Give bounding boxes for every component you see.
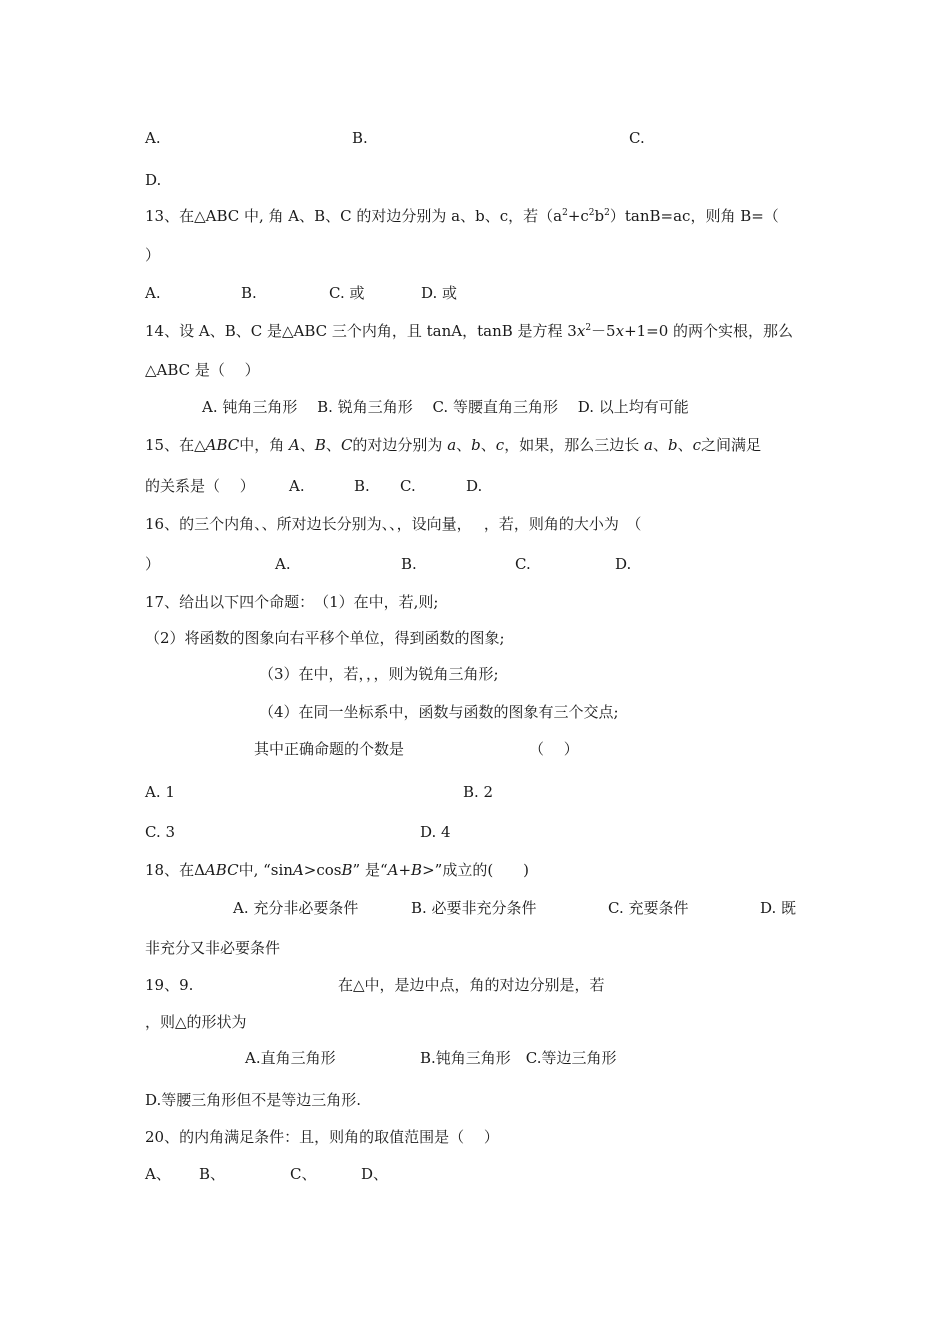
question-19-stem-end: ，则△的形状为: [145, 1013, 247, 1031]
question-16-stem-end: ）: [145, 555, 161, 573]
option-b: B、: [199, 1165, 226, 1183]
question-15-stem-end: 的关系是（ ）: [145, 477, 255, 495]
option-b: B.: [354, 477, 370, 495]
option-a: A.直角三角形: [245, 1049, 336, 1067]
question-18-stem: 18、在ΔABC中, “sinA>cosB” 是“A+B>”成立的( ): [145, 861, 530, 879]
option-c: C. 充要条件: [608, 899, 689, 917]
option-a: A. 1: [145, 783, 175, 801]
option-c: C.: [515, 555, 531, 573]
option-d: D. 既: [760, 899, 797, 917]
question-20-stem: 20、的内角满足条件：且，则角的取值范围是（ ）: [145, 1128, 499, 1146]
option-c: C. 3: [145, 823, 176, 841]
option-b: B. 2: [463, 783, 494, 801]
question-17-item-2: （2）将函数的图象向右平移个单位，得到函数的图象;: [145, 629, 505, 647]
option-d: D、: [361, 1165, 389, 1183]
option-b: B. 必要非充分条件: [411, 899, 537, 917]
question-13-stem: 13、在△ABC 中, 角 A、B、C 的对边分别为 a、b、c，若$(a^2+c^2b^2)\tan B=ac$，则角 B=（: [145, 207, 779, 225]
option-c: C. 或: [329, 284, 365, 302]
question-19-number: 19、9.: [145, 976, 194, 994]
option-d-continued: 非充分又非必要条件: [145, 939, 281, 957]
option-b: B.: [241, 284, 257, 302]
question-17-prompt: 其中正确命题的个数是: [254, 740, 405, 758]
question-13-stem-end: ）: [145, 246, 161, 264]
option-a: A.: [275, 555, 291, 573]
answer-paren: （ ）: [529, 740, 579, 758]
option-c: C.: [400, 477, 416, 495]
option-d: D.: [466, 477, 483, 495]
option-a: A.: [289, 477, 305, 495]
question-17-stem: 17、给出以下四个命题： （1）在中，若,则;: [145, 593, 439, 611]
option-b: B.: [401, 555, 417, 573]
question-19-stem: 在△中，是边中点，角的对边分别是，若: [338, 976, 605, 994]
option-d: D.等腰三角形但不是等边三角形.: [145, 1091, 362, 1109]
option-d: D. 4: [420, 823, 451, 841]
option-a: A、: [145, 1165, 171, 1183]
option-d: D.: [615, 555, 632, 573]
option-a: A.: [145, 129, 161, 147]
option-a: A.: [145, 284, 161, 302]
question-14-stem-end: △ABC 是（ ）: [145, 361, 260, 379]
option-c: C、: [290, 1165, 317, 1183]
question-14-stem: 14、设 A、B、C 是△ABC 三个内角，且 tanA，tanB 是方程 $3x^2-5x+1=0$ 的两个实根，那么: [145, 322, 794, 340]
question-15-stem: 15、在△ABC中，角 A、B、C的对边分别为 a、b、c，如果，那么三边长 a、b、c之间满足: [145, 436, 761, 454]
question-17-item-4: （4）在同一坐标系中，函数与函数的图象有三个交点;: [259, 703, 619, 721]
option-bc: B.钝角三角形 C.等边三角形: [420, 1049, 617, 1067]
option-a: A. 充分非必要条件: [233, 899, 359, 917]
option-b: B.: [352, 129, 368, 147]
question-14-options: A. 钝角三角形 B. 锐角三角形 C. 等腰直角三角形 D. 以上均有可能: [202, 398, 689, 416]
question-16-stem: 16、的三个内角、、所对边长分别为、、，设向量， ，若，则角的大小为 （: [145, 515, 642, 533]
option-d: D.: [145, 171, 162, 189]
option-c: C.: [629, 129, 645, 147]
option-d: D. 或: [421, 284, 458, 302]
question-17-item-3: （3）在中，若，，，则为锐角三角形;: [259, 665, 499, 683]
